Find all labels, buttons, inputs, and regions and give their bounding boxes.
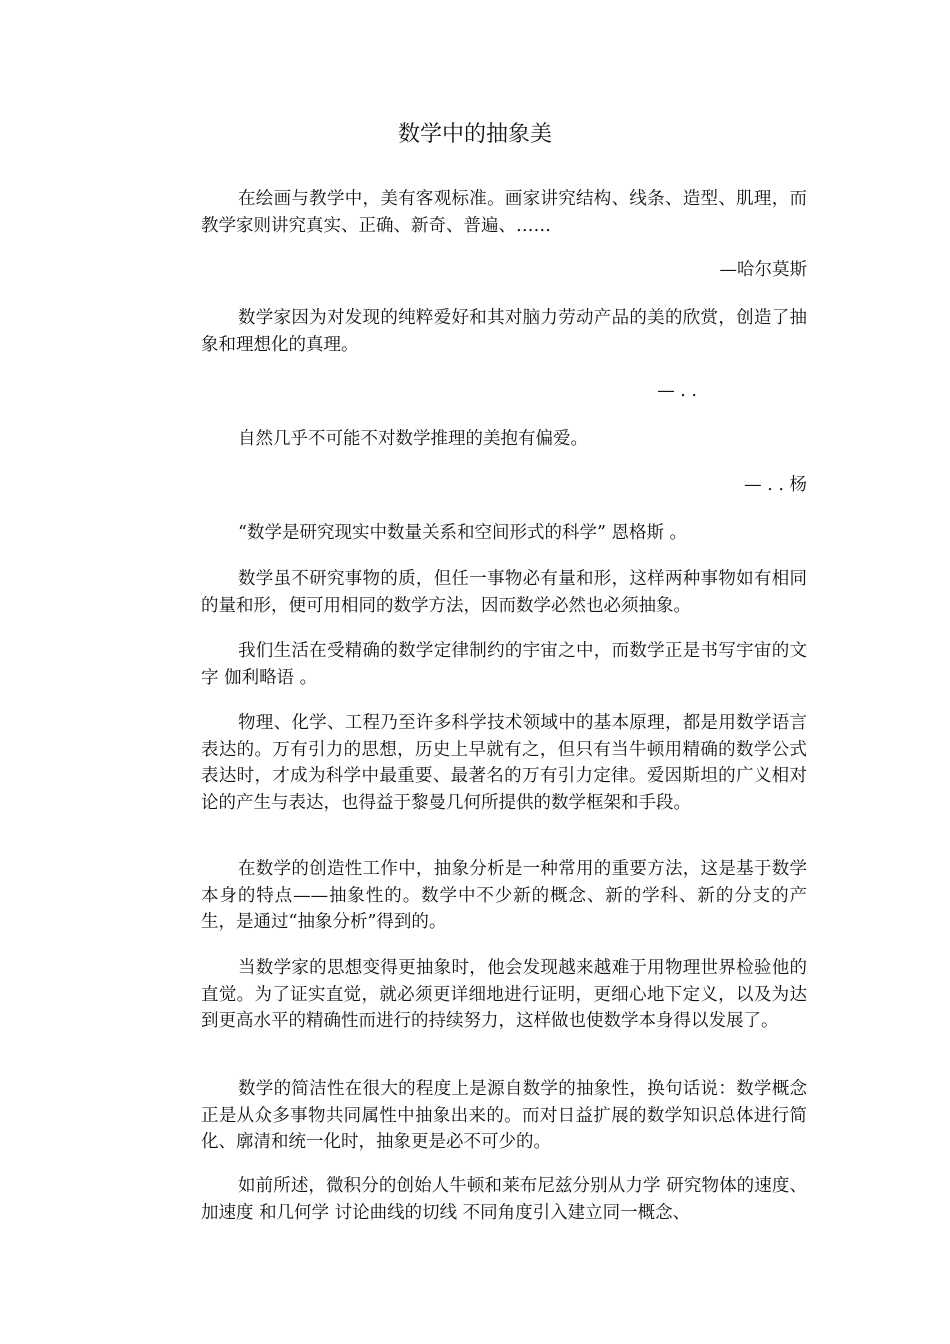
paragraph-1: 在绘画与教学中，美有客观标准。画家讲究结构、线条、造型、肌理，而教学家则讲究真实、正确、新奇、普遍、……	[201, 189, 807, 236]
paragraph-11: 如前所述，微积分的创始人牛顿和莱布尼兹分别从力学 研究物体的速度、加速度 和几何学 讨论曲线的切线 不同角度引入建立同一概念、	[201, 1176, 807, 1223]
paragraph-3: 自然几乎不可能不对数学推理的美抱有偏爱。	[238, 429, 588, 449]
attribution-2: — . .	[657, 381, 697, 401]
paragraph-galileo: 我们生活在受精确的数学定律制约的宇宙之中，而数学正是书写宇宙的文字 伽利略语 。	[201, 641, 807, 688]
page-title: 数学中的抽象美	[397, 122, 552, 147]
attribution-yang: — . . 杨	[744, 475, 807, 495]
paragraph-5: 数学虽不研究事物的质，但任一事物必有量和形，这样两种事物如有相同的量和形，便可用相同的数学方法，因而数学必然也必须抽象。	[201, 569, 807, 616]
paragraph-2: 数学家因为对发现的纯粹爱好和其对脑力劳动产品的美的欣赏，创造了抽象和理想化的真理。	[201, 308, 807, 355]
paragraph-engels: “数学是研究现实中数量关系和空间形式的科学” 恩格斯 。	[238, 523, 688, 543]
paragraph-8: 在数学的创造性工作中，抽象分析是一种常用的重要方法，这是基于数学本身的特点——抽象性的。数学中不少新的概念、新的学科、新的分支的产生，是通过“抽象分析”得到的。	[201, 859, 807, 932]
paragraph-10: 数学的简洁性在很大的程度上是源自数学的抽象性，换句话说：数学概念正是从众多事物共同属性中抽象出来的。而对日益扩展的数学知识总体进行简化、廓清和统一化时，抽象更是必不可少的。	[201, 1079, 807, 1152]
attribution-halmos: —哈尔莫斯	[719, 260, 807, 280]
paragraph-7: 物理、化学、工程乃至许多科学技术领域中的基本原理，都是用数学语言表达的。万有引力的思想，历史上早就有之，但只有当牛顿用精确的数学公式表达时，才成为科学中最重要、最著名的万有引力定律。爱因斯坦的广义相对论的产生与表达，也得益于黎曼几何所提供的数学框架和手段。	[201, 713, 807, 813]
paragraph-9: 当数学家的思想变得更抽象时，他会发现越来越难于用物理世界检验他的直觉。为了证实直觉，就必须更详细地进行证明，更细心地下定义，以及为达到更高水平的精确性而进行的持续努力，这样做也使数学本身得以发展了。	[201, 958, 807, 1031]
